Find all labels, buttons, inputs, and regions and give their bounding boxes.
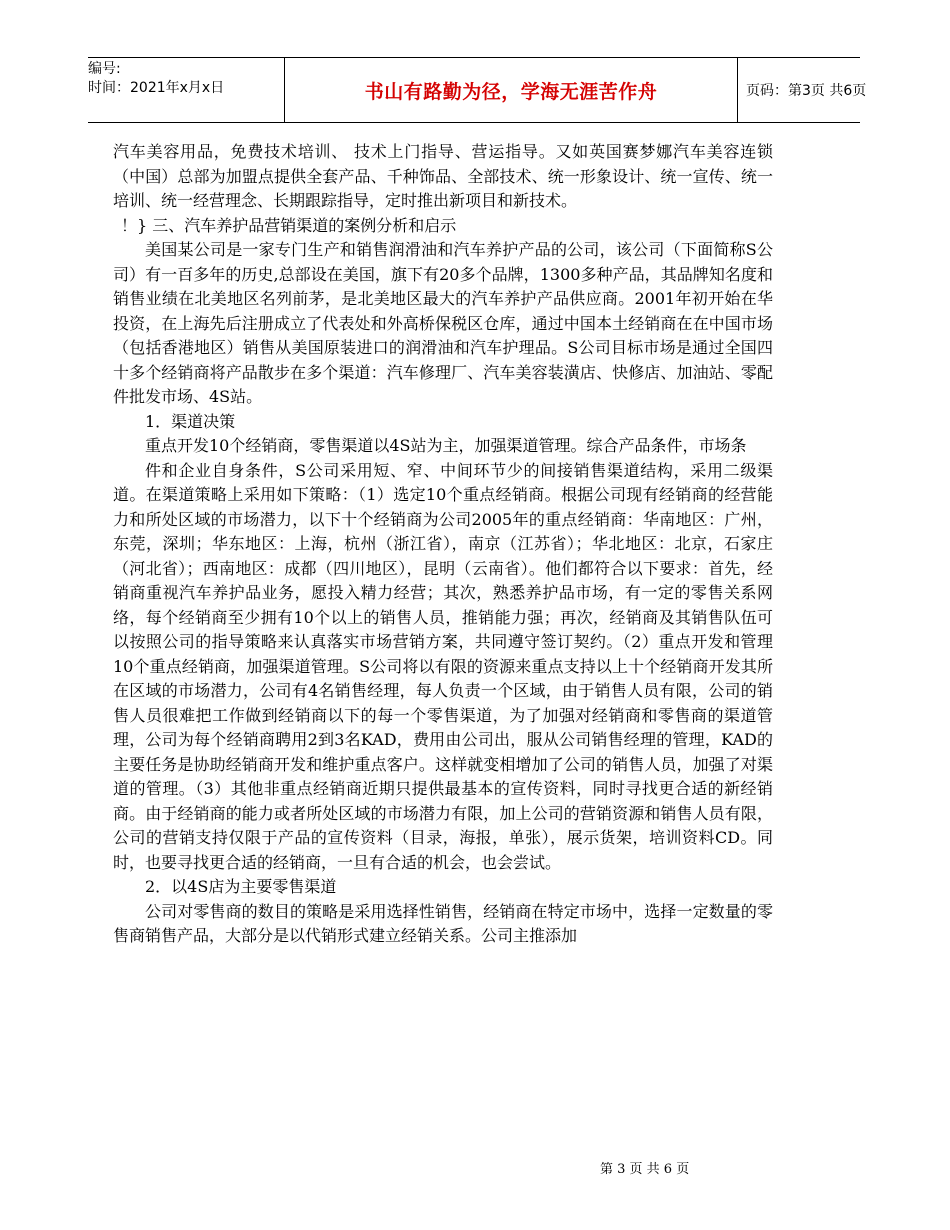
- paragraph-1: 汽车美容用品，免费技术培训、 技术上门指导、营运指导。又如英国赛梦娜汽车美容连锁（中国）总部为加盟点提供全套产品、千种饰品、全部技术、统一形象设计、统一宣传、统一培训、统一经营理念、长期跟踪指导，定时推出新项目和新技术。: [113, 142, 773, 210]
- subheading-channel-decision: 1．渠道决策: [145, 411, 236, 431]
- paragraph-company-intro: 美国某公司是一家专门生产和销售润滑油和汽车养护产品的公司，该公司（下面简称S公司）有一百多年的历史,总部设在美国，旗下有20多个品牌，1300多种产品，其品牌知名度和销售业绩在北美地区名列前茅，是北美地区最大的汽车养护产品供应商。2001年初开始在华投资，在上海先后注册成立了代表处和外高桥保税区仓库，通过中国本土经销商在在中国市场（包括香港地区）销售从美国原装进口的润滑油和汽车护理品。S公司目标市场是通过全国四十多个经销商将产品散步在多个渠道：汽车修理厂、汽车美容装潢店、快修店、加油站、零配件批发市场、4S站。: [113, 240, 773, 406]
- paragraph-retailer-strategy: 公司对零售商的数目的策略是采用选择性销售，经销商在特定市场中，选择一定数量的零售商销售产品，大部分是以代销形式建立经销关系。公司主推添加: [113, 901, 773, 945]
- page-header: [88, 57, 867, 123]
- document-date-label: 时间：2021年x月x日: [88, 80, 225, 96]
- paragraph-strategy-summary: 重点开发10个经销商，零售渠道以4S站为主，加强渠道管理。综合产品条件，市场条: [145, 436, 747, 455]
- header-motto: 书山有路勤为径，学海无涯苦作舟: [284, 58, 738, 122]
- header-page-label: 页码：第3页 共6页: [746, 83, 867, 99]
- document-number-label: 编号:: [88, 61, 121, 77]
- subheading-4s-channel: 2．以4S店为主要零售渠道: [145, 877, 337, 896]
- header-meta: [88, 58, 284, 124]
- section-heading: ！} 三、汽车养护品营销渠道的案例分析和启示: [121, 215, 457, 235]
- paragraph-strategy-detail: 件和企业自身条件，S公司采用短、窄、中间环节少的间接销售渠道结构，采用二级渠道。在渠道策略上采用如下策略：（1）选定10个重点经销商。根据公司现有经销商的经营能力和所处区域的市场潜力，以下十个经销商为公司2005年的重点经销商：华南地区：广州，东莞，深圳；华东地区：上海，杭州（浙江省），南京（江苏省）；华北地区：北京，石家庄（河北省）；西南地区：成都（四川地区），昆明（云南省）。他们都符合以下要求：首先，经销商重视汽车养护品业务，愿投入精力经营；其次，熟悉养护品市场，有一定的零售关系网络，每个经销商至少拥有10个以上的销售人员，推销能力强；再次，经销商及其销售队伍可以按照公司的指导策略来认真落实市场营销方案，共同遵守签订契约。（2）重点开发和管理10个重点经销商，加强渠道管理。S公司将以有限的资源来重点支持以上十个经销商开发其所在区域的市场潜力，公司有4名销售经理，每人负责一个区域，由于销售人员有限，公司的销售人员很难把工作做到经销商以下的每一个零售渠道，为了加强对经销商和零售商的渠道管理，公司为每个经销商聘用2到3名KAD，费用由公司出，服从公司销售经理的管理，KAD的主要任务是协助经销商开发和维护重点客户。这样就变相增加了公司的销售人员，加强了对渠道的管理。（3）其他非重点经销商近期只提供最基本的宣传资料，同时寻找更合适的新经销商。由于经销商的能力或者所处区域的市场潜力有限，加上公司的营销资源和销售人员有限，公司的营销支持仅限于产品的宣传资料（目录，海报，单张），展示货架，培训资料CD。同时，也要寻找更合适的经销商，一旦有合适的机会，也会尝试。: [113, 460, 773, 872]
- document-body: [113, 140, 773, 949]
- page-footer: 第 3 页 共 6 页: [600, 1162, 690, 1177]
